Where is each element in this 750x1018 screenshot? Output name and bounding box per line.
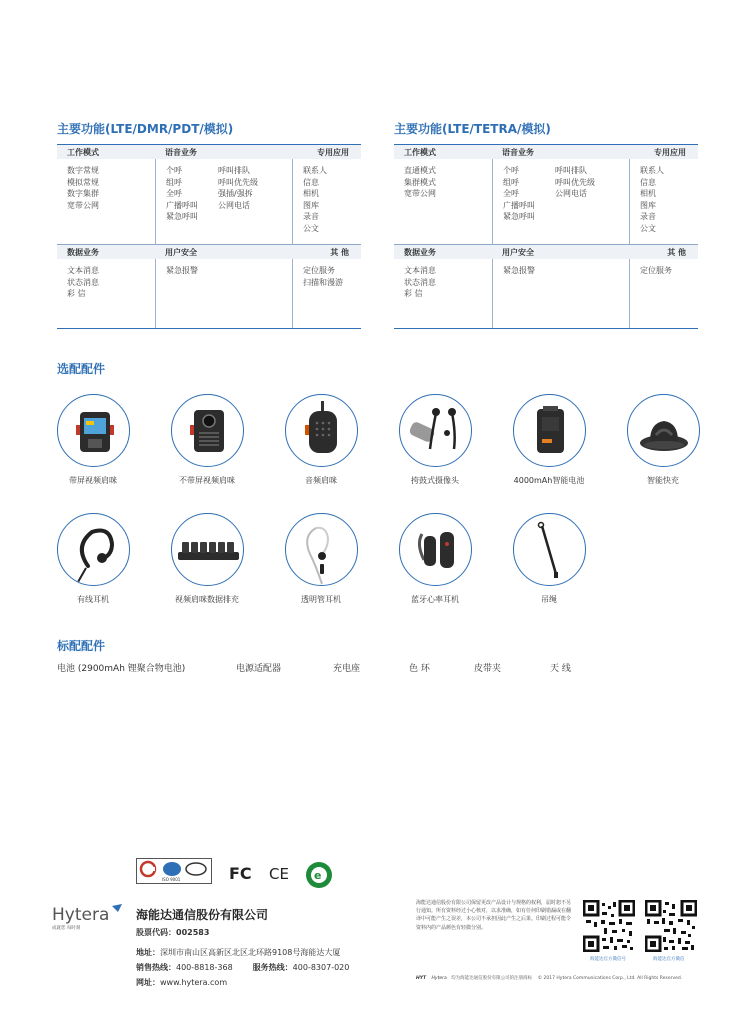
header-work-mode: 工作模式 xyxy=(404,147,436,157)
battery-icon xyxy=(513,394,586,467)
table-row xyxy=(394,159,698,244)
standard-item: 电源适配器 xyxy=(236,664,282,674)
work-modes-cell xyxy=(57,159,155,244)
trademark-text: 均为海能达通信股份有限公司的注册商标 xyxy=(451,976,533,981)
standard-item: 电池 (2900mAh 锂聚合物电池) xyxy=(57,664,186,674)
list-item: 宽带公网 xyxy=(404,189,436,199)
list-item: 个呼 xyxy=(503,166,519,175)
accessory-label: 有线耳机 xyxy=(77,595,109,604)
list-item: 录音 xyxy=(640,212,656,222)
earphone-icon xyxy=(57,513,130,586)
trademark-line xyxy=(416,975,682,981)
list-item: 录音 xyxy=(303,212,319,222)
lanyard-icon xyxy=(513,513,586,586)
list-item: 全呼 xyxy=(503,189,519,199)
list-item: 组呼 xyxy=(503,177,519,187)
others-cell xyxy=(629,259,698,328)
accessory-label: 蓝牙心率耳机 xyxy=(411,595,459,604)
apps-cell xyxy=(292,159,361,244)
accessory-item xyxy=(150,513,264,605)
table-header xyxy=(57,244,361,259)
accessory-label: 透明管耳机 xyxy=(301,595,341,604)
accessory-label: 智能快充 xyxy=(647,476,679,485)
list-item: 相机 xyxy=(640,189,656,199)
camera-icon xyxy=(399,394,472,467)
svg-text:e: e xyxy=(314,869,322,882)
feature-table-2 xyxy=(394,144,698,329)
work-modes-cell xyxy=(394,159,492,244)
list-item: 广播呼叫 xyxy=(503,200,535,210)
list-item: 组呼 xyxy=(166,177,182,187)
sales-value: 400-8818-368 xyxy=(176,963,233,972)
address-value: 深圳市南山区高新区北区北环路9108号海能达大厦 xyxy=(160,948,341,957)
accessory-item xyxy=(378,394,492,486)
audio-mic-icon xyxy=(285,394,358,467)
list-item: 数字常规 xyxy=(67,166,99,175)
table-header xyxy=(57,144,361,159)
security-cell xyxy=(492,259,629,328)
list-item: 呼叫排队 xyxy=(218,166,250,175)
accessory-item xyxy=(264,513,378,605)
others-cell xyxy=(292,259,361,328)
list-item: 全呼 xyxy=(166,189,182,199)
standard-item: 色 环 xyxy=(409,664,430,674)
list-item: 模拟常规 xyxy=(67,177,99,187)
features-title-1: 主要功能(LTE/DMR/PDT/模拟) xyxy=(57,122,234,136)
list-item: 集群模式 xyxy=(404,177,436,187)
header-work-mode: 工作模式 xyxy=(67,147,99,157)
list-item: 联系人 xyxy=(303,166,327,175)
list-item: 相机 xyxy=(303,189,319,199)
header-others: 其 他 xyxy=(667,247,686,257)
list-item: 状态消息 xyxy=(67,277,99,287)
accessory-label: 吊绳 xyxy=(541,595,557,604)
list-item: 信息 xyxy=(640,177,656,187)
header-apps: 专用应用 xyxy=(317,147,349,157)
list-item: 个呼 xyxy=(166,166,182,175)
brand-slogan: 成就您 每时刻 xyxy=(52,926,81,931)
list-item: 状态消息 xyxy=(404,277,436,287)
accessory-item xyxy=(606,394,720,486)
service-value: 400-8307-020 xyxy=(292,963,350,972)
standard-item: 天 线 xyxy=(550,664,571,674)
address-label: 地址： xyxy=(136,948,160,957)
list-item: 呼叫优先级 xyxy=(555,177,595,187)
list-item: 公文 xyxy=(640,223,656,233)
voice-cell xyxy=(492,159,629,244)
svg-text:CE: CE xyxy=(269,865,289,883)
list-item: 强插/强拆 xyxy=(218,189,253,199)
feature-table-1 xyxy=(57,144,361,329)
data-cell xyxy=(394,259,492,328)
hotlines xyxy=(136,962,349,973)
accessory-item xyxy=(150,394,264,486)
list-item: 信息 xyxy=(303,177,319,187)
optional-accessories-title: 选配配件 xyxy=(57,362,106,376)
list-item: 紧急报警 xyxy=(166,266,198,275)
stock-value: 002583 xyxy=(176,928,210,937)
accessory-item xyxy=(492,394,606,486)
voice-cell xyxy=(155,159,292,244)
header-others: 其 他 xyxy=(330,247,349,257)
list-item: 文本消息 xyxy=(404,266,436,275)
qr-code-icon xyxy=(645,900,697,952)
accessory-item xyxy=(264,394,378,486)
qr-caption: 海能达官方微信 xyxy=(653,957,685,962)
website-link[interactable]: www.hytera.com xyxy=(160,978,228,987)
service-label: 服务热线： xyxy=(252,963,293,972)
list-item: 彩 信 xyxy=(67,289,86,299)
list-item: 文本消息 xyxy=(67,266,99,275)
stock-code xyxy=(136,927,209,938)
table-row xyxy=(57,159,361,244)
bluetooth-earpiece-icon xyxy=(399,513,472,586)
ce-logo xyxy=(269,864,295,888)
accessory-item xyxy=(492,513,606,605)
list-item: 广播呼叫 xyxy=(166,200,198,210)
standard-accessories-title: 标配配件 xyxy=(57,639,106,653)
multi-charger-icon xyxy=(171,513,244,586)
list-item: 宽带公网 xyxy=(67,200,99,210)
stock-label: 股票代码： xyxy=(136,928,176,937)
list-item: 直通模式 xyxy=(404,166,436,175)
svg-text:FC: FC xyxy=(229,864,252,883)
accessory-label: 4000mAh智能电池 xyxy=(513,476,585,485)
accessory-item xyxy=(36,394,150,486)
sales-label: 销售热线： xyxy=(136,963,176,972)
accessory-label: 视频肩咪数据排充 xyxy=(175,595,239,604)
data-cell xyxy=(57,259,155,328)
hyt-logo: HYT xyxy=(416,976,427,981)
list-item: 紧急报警 xyxy=(503,266,535,275)
header-security: 用户安全 xyxy=(165,247,197,257)
list-item: 呼叫优先级 xyxy=(218,177,258,187)
accessory-item xyxy=(36,513,150,605)
charger-icon xyxy=(627,394,700,467)
header-data: 数据业务 xyxy=(404,247,436,257)
standard-item: 皮带夹 xyxy=(474,664,502,674)
fc-logo xyxy=(229,863,259,887)
features-title-2: 主要功能(LTE/TETRA/模拟) xyxy=(394,122,551,136)
list-item: 彩 信 xyxy=(404,289,423,299)
list-item: 紧急呼叫 xyxy=(503,212,535,222)
list-item: 定位服务 xyxy=(640,266,672,275)
web-label: 网址： xyxy=(136,978,160,987)
hytera-mini-logo: Hytera xyxy=(431,976,447,981)
cert-caption: ISO 9001 xyxy=(162,877,181,882)
accessory-label: 不带屏视频肩咪 xyxy=(179,476,235,485)
tube-earpiece-icon xyxy=(285,513,358,586)
apps-cell xyxy=(629,159,698,244)
table-row xyxy=(57,259,361,329)
disclaimer: 海能达通信股份有限公司保留更改产品设计与规格的权利，届时恕不另行通知。所有资料经过小心核对，以求准确，如有任何印刷错漏或在翻译中可能产生之误差，本公司不承担因此产生之后果。印刷过程可能令资料内的产品颜色有轻微分别。 xyxy=(416,900,572,931)
list-item: 扫描和漫游 xyxy=(303,277,343,287)
screen-video-mic-icon xyxy=(57,394,130,467)
qr-code-icon xyxy=(583,900,635,952)
list-item: 公网电话 xyxy=(218,200,250,210)
recycle-logo xyxy=(304,860,334,894)
company-name: 海能达通信股份有限公司 xyxy=(136,908,269,922)
list-item: 图库 xyxy=(303,200,319,210)
list-item: 数字集群 xyxy=(67,189,99,199)
list-item: 联系人 xyxy=(640,166,664,175)
header-voice: 语音业务 xyxy=(165,147,197,157)
website xyxy=(136,977,227,988)
hytera-logo xyxy=(52,902,128,936)
accessory-label: 带屏视频肩咪 xyxy=(69,476,117,485)
standard-item: 充电座 xyxy=(333,664,361,674)
list-item: 呼叫排队 xyxy=(555,166,587,175)
list-item: 公文 xyxy=(303,223,319,233)
table-header xyxy=(394,244,698,259)
accessory-label: 音频肩咪 xyxy=(305,476,337,485)
svg-text:Hytera: Hytera xyxy=(52,905,110,925)
header-apps: 专用应用 xyxy=(654,147,686,157)
accessory-label: 挎鼓式摄像头 xyxy=(411,476,459,485)
table-header xyxy=(394,144,698,159)
copyright-text: © 2017 Hytera Communications Corp., Ltd. All Rights Reserved. xyxy=(537,976,683,981)
video-mic-icon xyxy=(171,394,244,467)
table-row xyxy=(394,259,698,329)
list-item: 公网电话 xyxy=(555,189,587,199)
accessory-item xyxy=(378,513,492,605)
list-item: 定位服务 xyxy=(303,266,335,275)
security-cell xyxy=(155,259,292,328)
header-voice: 语音业务 xyxy=(502,147,534,157)
certification-logos xyxy=(136,858,212,888)
address xyxy=(136,947,340,958)
header-security: 用户安全 xyxy=(502,247,534,257)
list-item: 图库 xyxy=(640,200,656,210)
list-item: 紧急呼叫 xyxy=(166,212,198,222)
header-data: 数据业务 xyxy=(67,247,99,257)
qr-caption: 海能达官方微信号 xyxy=(590,957,626,962)
